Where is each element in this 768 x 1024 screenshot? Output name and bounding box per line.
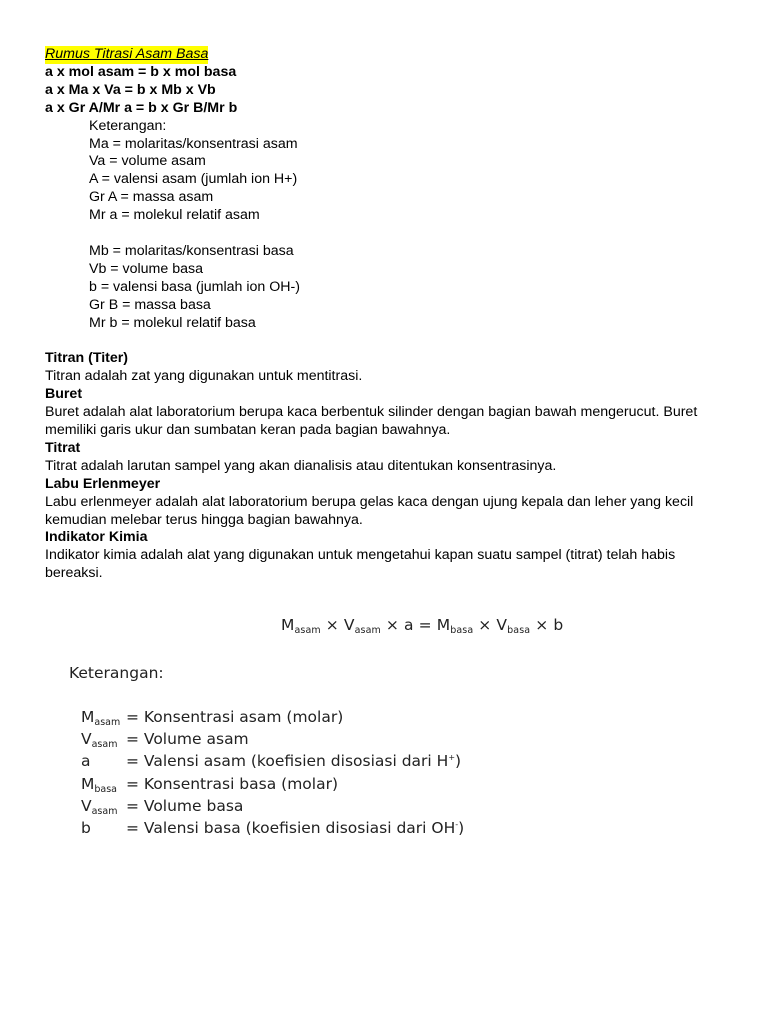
acid-term: Ma = molaritas/konsentrasi asam	[89, 135, 298, 152]
document-title: Rumus Titrasi Asam Basa	[45, 46, 209, 62]
keterangan-label: Keterangan:	[89, 117, 167, 134]
definition-text: Indikator kimia adalah alat yang digunakan untuk mengetahui kapan suatu sampel (titrat) telah habis bereaksi.	[45, 547, 676, 582]
document-page	[45, 46, 735, 583]
legend-definition: = Konsentrasi asam (molar)	[126, 708, 344, 726]
definition-text: Labu erlenmeyer adalah alat laboratorium berupa gelas kaca dengan ujung kepala dan leher yang kecil kemudian melebar terus hingga bagian bawahnya.	[45, 493, 694, 528]
titration-equation: $M_{asam} \times V_{asam} \times a = M_{basa} \times V_{basa} \times b$	[281, 616, 564, 636]
base-term: Vb = volume basa	[89, 260, 203, 277]
definition-titran	[45, 350, 735, 386]
legend-definition: = Valensi basa (koefisien disosiasi dari OH-)	[126, 818, 465, 837]
definition-term: Buret	[45, 386, 83, 403]
base-term: Mr b = molekul relatif basa	[89, 314, 256, 331]
legend-symbol: a	[81, 752, 91, 771]
definition-indikator-kimia	[45, 529, 735, 583]
acid-term: Gr A = massa asam	[89, 189, 214, 206]
definition-term: Indikator Kimia	[45, 529, 148, 546]
definition-text: Buret adalah alat laboratorium berupa kaca berbentuk silinder dengan bagian bawah mengerucut. Buret memiliki garis ukur dan sumbatan keran pada bagian bawahnya.	[45, 404, 698, 438]
formula-mol: a x mol asam = b x mol basa	[45, 63, 237, 80]
legend-symbol: $V_{asam}$	[81, 730, 118, 751]
legend-definition: = Volume basa	[126, 796, 244, 815]
definition-titrat	[45, 440, 735, 476]
legend-definition: = Valensi asam (koefisien disosiasi dari H+)	[126, 752, 462, 771]
definition-term: Labu Erlenmeyer	[45, 475, 161, 492]
legend-definition: = Volume asam	[126, 730, 249, 749]
legend-definition: = Konsentrasi basa (molar)	[126, 774, 338, 793]
definition-term: Titran (Titer)	[45, 350, 129, 367]
formula-mass: a x Gr A/Mr a = b x Gr B/Mr b	[45, 99, 238, 116]
formula-molarity: a x Ma x Va = b x Mb x Vb	[45, 81, 216, 98]
acid-term: A = valensi asam (jumlah ion H+)	[89, 171, 298, 188]
legend-symbol: $M_{basa}$	[81, 774, 117, 795]
spacer	[45, 332, 735, 350]
legend-symbol: $M_{asam}$	[81, 708, 121, 728]
titration-formula-figure	[0, 606, 768, 856]
spacer	[89, 225, 735, 243]
definition-text: Titran adalah zat yang digunakan untuk mentitrasi.	[45, 368, 363, 385]
acid-term: Va = volume asam	[89, 153, 206, 170]
base-term: Mb = molaritas/konsentrasi basa	[89, 242, 294, 259]
legend-symbol: $V_{asam}$	[81, 796, 118, 817]
definition-text: Titrat adalah larutan sampel yang akan dianalisis atau ditentukan konsentrasinya.	[45, 457, 557, 474]
figure-keterangan-heading: Keterangan:	[69, 664, 164, 682]
definition-term: Titrat	[45, 439, 81, 456]
base-term: Gr B = massa basa	[89, 296, 211, 313]
base-term: b = valensi basa (jumlah ion OH-)	[89, 278, 300, 295]
acid-term: Mr a = molekul relatif asam	[89, 207, 260, 224]
definition-labu-erlenmeyer	[45, 476, 735, 530]
definition-buret	[45, 386, 735, 440]
legend-symbol: b	[81, 818, 91, 837]
keterangan-block	[45, 118, 735, 333]
